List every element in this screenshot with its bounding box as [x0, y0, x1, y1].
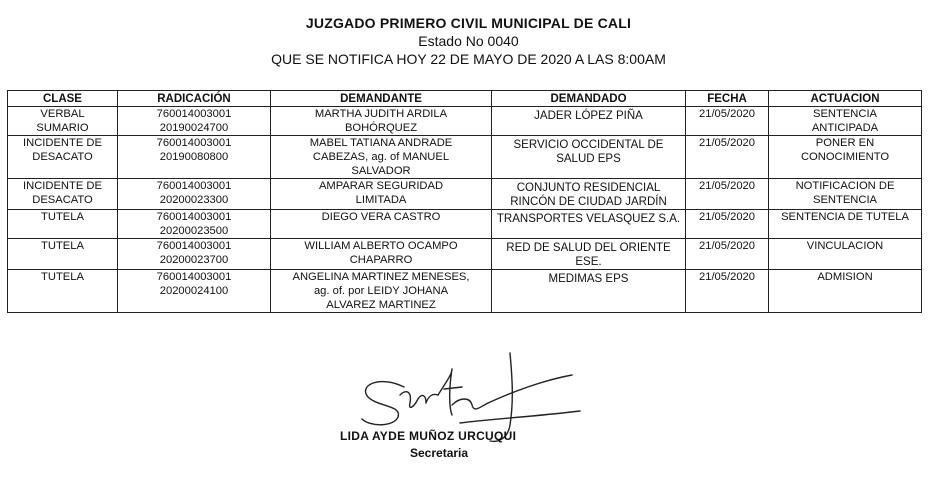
- column-header: RADICACIÓN: [118, 91, 271, 107]
- cell-actuacion: SENTENCIA ANTICIPADA: [769, 107, 922, 136]
- cell-demandante: DIEGO VERA CASTRO: [271, 210, 492, 239]
- cell-radicacion: 760014003001 20200023500: [118, 210, 271, 239]
- cell-demandante: AMPARAR SEGURIDAD LIMITADA: [271, 179, 492, 210]
- cell-clase: TUTELA: [8, 239, 118, 270]
- cell-demandado: RED DE SALUD DEL ORIENTE ESE.: [492, 239, 686, 270]
- cell-radicacion: 760014003001 20190080800: [118, 136, 271, 179]
- document-header: [0, 14, 937, 68]
- cell-clase: TUTELA: [8, 210, 118, 239]
- cell-fecha: 21/05/2020: [686, 179, 769, 210]
- cell-demandante: MABEL TATIANA ANDRADE CABEZAS, ag. of MANUEL SALVADOR: [271, 136, 492, 179]
- cell-demandado: SERVICIO OCCIDENTAL DE SALUD EPS: [492, 136, 686, 179]
- cell-clase: INCIDENTE DE DESACATO: [8, 136, 118, 179]
- cell-actuacion: PONER EN CONOCIMIENTO: [769, 136, 922, 179]
- cell-demandado: JADER LÓPEZ PIÑA: [492, 107, 686, 136]
- table-row: [8, 210, 922, 239]
- cell-clase: VERBAL SUMARIO: [8, 107, 118, 136]
- cell-demandado: MEDIMAS EPS: [492, 270, 686, 313]
- table-header-row: [8, 91, 922, 107]
- column-header: CLASE: [8, 91, 118, 107]
- column-header: ACTUACION: [769, 91, 922, 107]
- table-row: [8, 270, 922, 313]
- table-row: [8, 239, 922, 270]
- estado-table: [7, 90, 922, 313]
- cell-demandante: WILLIAM ALBERTO OCAMPO CHAPARRO: [271, 239, 492, 270]
- cell-radicacion: 760014003001 20200024100: [118, 270, 271, 313]
- cell-actuacion: VINCULACION: [769, 239, 922, 270]
- cell-actuacion: SENTENCIA DE TUTELA: [769, 210, 922, 239]
- cell-demandado: CONJUNTO RESIDENCIAL RINCÓN DE CIUDAD JARDÍN: [492, 179, 686, 210]
- cell-fecha: 21/05/2020: [686, 136, 769, 179]
- table-row: [8, 179, 922, 210]
- cell-clase: TUTELA: [8, 270, 118, 313]
- cell-fecha: 21/05/2020: [686, 239, 769, 270]
- cell-demandante: ANGELINA MARTINEZ MENESES, ag. of. por LEIDY JOHANA ALVAREZ MARTINEZ: [271, 270, 492, 313]
- cell-demandado: TRANSPORTES VELASQUEZ S.A.: [492, 210, 686, 239]
- cell-demandante: MARTHA JUDITH ARDILA BOHÓRQUEZ: [271, 107, 492, 136]
- court-title: JUZGADO PRIMERO CIVIL MUNICIPAL DE CALI: [305, 15, 632, 31]
- cell-radicacion: 760014003001 20200023300: [118, 179, 271, 210]
- cell-fecha: 21/05/2020: [686, 270, 769, 313]
- cell-actuacion: ADMISION: [769, 270, 922, 313]
- notification-notice: QUE SE NOTIFICA HOY 22 DE MAYO DE 2020 A LAS 8:00AM: [271, 51, 666, 67]
- column-header: FECHA: [686, 91, 769, 107]
- estado-number: Estado No 0040: [418, 33, 519, 49]
- table-row: [8, 136, 922, 179]
- column-header: DEMANDADO: [492, 91, 686, 107]
- cell-actuacion: NOTIFICACION DE SENTENCIA: [769, 179, 922, 210]
- signer-name: LIDA AYDE MUÑOZ URCUQUI: [340, 429, 517, 443]
- cell-radicacion: 760014003001 20190024700: [118, 107, 271, 136]
- cell-radicacion: 760014003001 20200023700: [118, 239, 271, 270]
- cell-clase: INCIDENTE DE DESACATO: [8, 179, 118, 210]
- signer-role: Secretaria: [410, 446, 469, 460]
- cell-fecha: 21/05/2020: [686, 107, 769, 136]
- table-row: [8, 107, 922, 136]
- cell-fecha: 21/05/2020: [686, 210, 769, 239]
- column-header: DEMANDANTE: [271, 91, 492, 107]
